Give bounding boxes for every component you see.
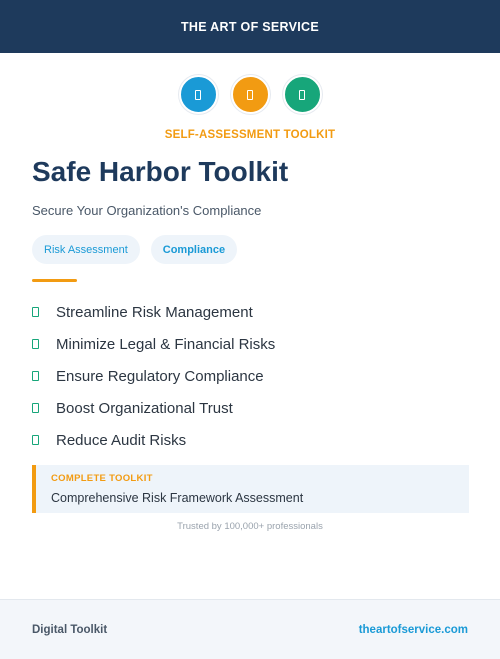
list-item xyxy=(32,392,275,424)
document-icon-blue xyxy=(179,75,218,114)
callout-text: Comprehensive Risk Framework Assessment xyxy=(51,491,304,505)
document-icon xyxy=(195,90,201,100)
list-item xyxy=(32,296,275,328)
check-icon xyxy=(32,435,39,445)
list-item-label: Minimize Legal & Financial Risks xyxy=(56,335,276,353)
callout-label: COMPLETE TOOLKIT xyxy=(51,473,153,484)
check-icon xyxy=(32,403,39,413)
check-icon xyxy=(32,339,39,349)
list-item xyxy=(32,360,275,392)
page-subtitle: Secure Your Organization's Compliance xyxy=(32,203,262,218)
list-item xyxy=(32,328,275,360)
icon-row xyxy=(0,75,500,114)
footer-bar xyxy=(0,599,500,659)
callout-box xyxy=(32,465,469,513)
benefit-list xyxy=(32,296,275,456)
page-title: Safe Harbor Toolkit xyxy=(32,156,289,187)
list-item-label: Boost Organizational Trust xyxy=(56,399,233,417)
check-icon xyxy=(32,307,39,317)
document-icon-orange xyxy=(231,75,270,114)
list-item-label: Ensure Regulatory Compliance xyxy=(56,367,264,385)
list-item-label: Streamline Risk Management xyxy=(56,303,253,321)
check-icon xyxy=(32,371,39,381)
footer-label: Digital Toolkit xyxy=(32,623,108,636)
tag-list xyxy=(32,235,237,264)
eyebrow-label: SELF-ASSESSMENT TOOLKIT xyxy=(164,129,336,141)
tag-compliance: Compliance xyxy=(151,235,237,264)
header-bar xyxy=(0,0,500,53)
document-icon xyxy=(247,90,253,100)
trust-note: Trusted by 100,000+ professionals xyxy=(177,521,323,532)
document-icon-green xyxy=(283,75,322,114)
accent-divider xyxy=(32,279,77,282)
brand-name: THE ART OF SERVICE xyxy=(180,19,320,34)
tag-risk-assessment: Risk Assessment xyxy=(32,235,140,264)
website-link[interactable]: theartofservice.com xyxy=(358,623,468,636)
list-item xyxy=(32,424,275,456)
list-item-label: Reduce Audit Risks xyxy=(56,431,187,449)
document-icon xyxy=(299,90,305,100)
